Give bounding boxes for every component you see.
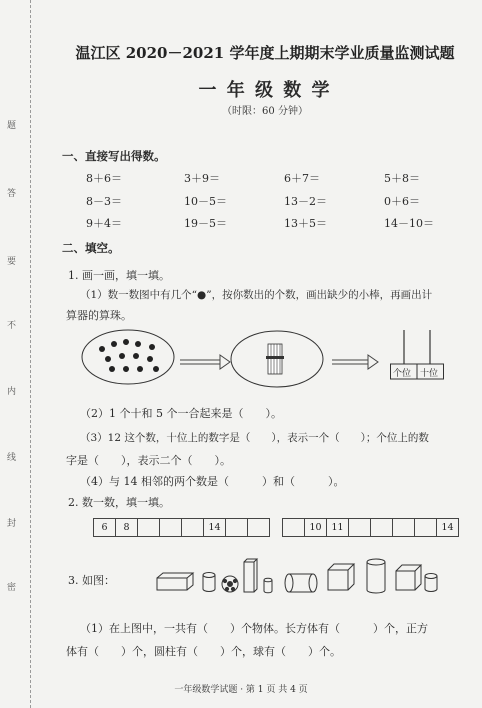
binding-char: 题 bbox=[7, 121, 17, 131]
table-cell: 6 bbox=[94, 519, 116, 537]
abacus-label-tens: 十位 bbox=[420, 369, 439, 379]
q3-1-text-cont: 体有（ ）个，圆柱有（ ）个，球有（ ）个。 bbox=[66, 645, 341, 658]
binding-char: 不 bbox=[7, 321, 17, 331]
table-cell: 14 bbox=[204, 519, 226, 537]
calc-item: 0＋6＝ bbox=[384, 195, 420, 208]
dots-oval bbox=[82, 330, 174, 384]
table-cell bbox=[349, 519, 371, 537]
cylinder-icon bbox=[264, 578, 272, 593]
q1-2-text: （2）1 个十和 5 个一合起来是（ ）。 bbox=[80, 407, 282, 420]
binding-char: 要 bbox=[7, 257, 17, 267]
q3-title: 3. 如图： bbox=[68, 574, 115, 587]
exam-title: 温江区 2020－2021 学年度上期期末学业质量监测试题 bbox=[75, 44, 455, 62]
table-cell: 8 bbox=[116, 519, 138, 537]
q1-3-text-cont: 字是（ ），表示二个（ ）。 bbox=[66, 454, 231, 467]
tall-cuboid-icon bbox=[244, 559, 257, 592]
table-cell: 14 bbox=[437, 519, 459, 537]
page-footer: 一年级数学试题 · 第 1 页 共 4 页 bbox=[174, 685, 308, 695]
calc-item: 10－5＝ bbox=[184, 195, 227, 208]
calc-item: 5＋8＝ bbox=[384, 172, 420, 185]
subject-title: 一 年 级 数 学 bbox=[198, 80, 332, 101]
solids-figure bbox=[155, 556, 445, 598]
calc-item: 6＋7＝ bbox=[284, 172, 320, 185]
abacus-label-ones: 个位 bbox=[393, 369, 412, 379]
calc-item: 13＋5＝ bbox=[284, 217, 327, 230]
table-cell bbox=[415, 519, 437, 537]
q1-1-text: （1）数一数图中有几个“●”，按你数出的个数，画出缺少的小棒，再画出计 bbox=[80, 289, 433, 301]
table-cell bbox=[160, 519, 182, 537]
calc-item: 19－5＝ bbox=[184, 217, 227, 230]
number-table-1 bbox=[93, 518, 270, 537]
calc-item: 14－10＝ bbox=[384, 217, 434, 230]
table-cell bbox=[371, 519, 393, 537]
q1-3-text: （3）12 这个数，十位上的数字是（ ），表示一个（ ）；个位上的数 bbox=[80, 432, 429, 444]
table-cell bbox=[226, 519, 248, 537]
table-cell: 10 bbox=[305, 519, 327, 537]
horizontal-cylinder-icon bbox=[285, 574, 317, 592]
q1-title: 1. 画一画，填一填。 bbox=[68, 269, 170, 282]
table-cell bbox=[393, 519, 415, 537]
counting-figure bbox=[80, 325, 380, 391]
dots-group bbox=[99, 339, 159, 372]
time-limit: （时限：60 分钟） bbox=[222, 106, 308, 117]
table-cell bbox=[248, 519, 270, 537]
cylinder-icon bbox=[425, 574, 437, 592]
cube-icon bbox=[396, 565, 421, 590]
table-cell: 11 bbox=[327, 519, 349, 537]
arrow-icon bbox=[180, 355, 230, 369]
q1-4-text: （4）与 14 相邻的两个数是（ ）和（ ）。 bbox=[80, 475, 345, 488]
binding-char: 内 bbox=[7, 387, 17, 397]
table-cell bbox=[182, 519, 204, 537]
arrow-icon bbox=[332, 355, 378, 369]
binding-margin bbox=[0, 0, 31, 708]
cuboid-icon bbox=[157, 573, 193, 590]
q2-title: 2. 数一数，填一填。 bbox=[68, 496, 170, 509]
q3-1-text: （1）在上图中，一共有（ ）个物体。长方体有（ ）个，正方 bbox=[80, 622, 428, 635]
q1-1-text-cont: 算器的算珠。 bbox=[66, 309, 132, 322]
section2-heading: 二、填空。 bbox=[62, 241, 120, 255]
calc-item: 9＋4＝ bbox=[86, 217, 122, 230]
table-cell bbox=[283, 519, 305, 537]
number-table-2 bbox=[282, 518, 459, 537]
ball-icon bbox=[222, 576, 238, 592]
stick-bundle-icon bbox=[266, 344, 284, 374]
table-cell bbox=[138, 519, 160, 537]
binding-char: 答 bbox=[7, 189, 17, 199]
binding-char: 封 bbox=[7, 519, 17, 529]
section1-heading: 一、直接写出得数。 bbox=[62, 149, 166, 163]
abacus bbox=[390, 328, 444, 380]
calc-item: 8＋6＝ bbox=[86, 172, 122, 185]
binding-char: 密 bbox=[7, 583, 17, 593]
cylinder-icon bbox=[367, 559, 385, 593]
calc-item: 13－2＝ bbox=[284, 195, 327, 208]
binding-char: 线 bbox=[7, 453, 17, 463]
cylinder-icon bbox=[203, 573, 215, 592]
cube-icon bbox=[328, 564, 354, 590]
calc-item: 8－3＝ bbox=[86, 195, 122, 208]
calc-item: 3＋9＝ bbox=[184, 172, 220, 185]
